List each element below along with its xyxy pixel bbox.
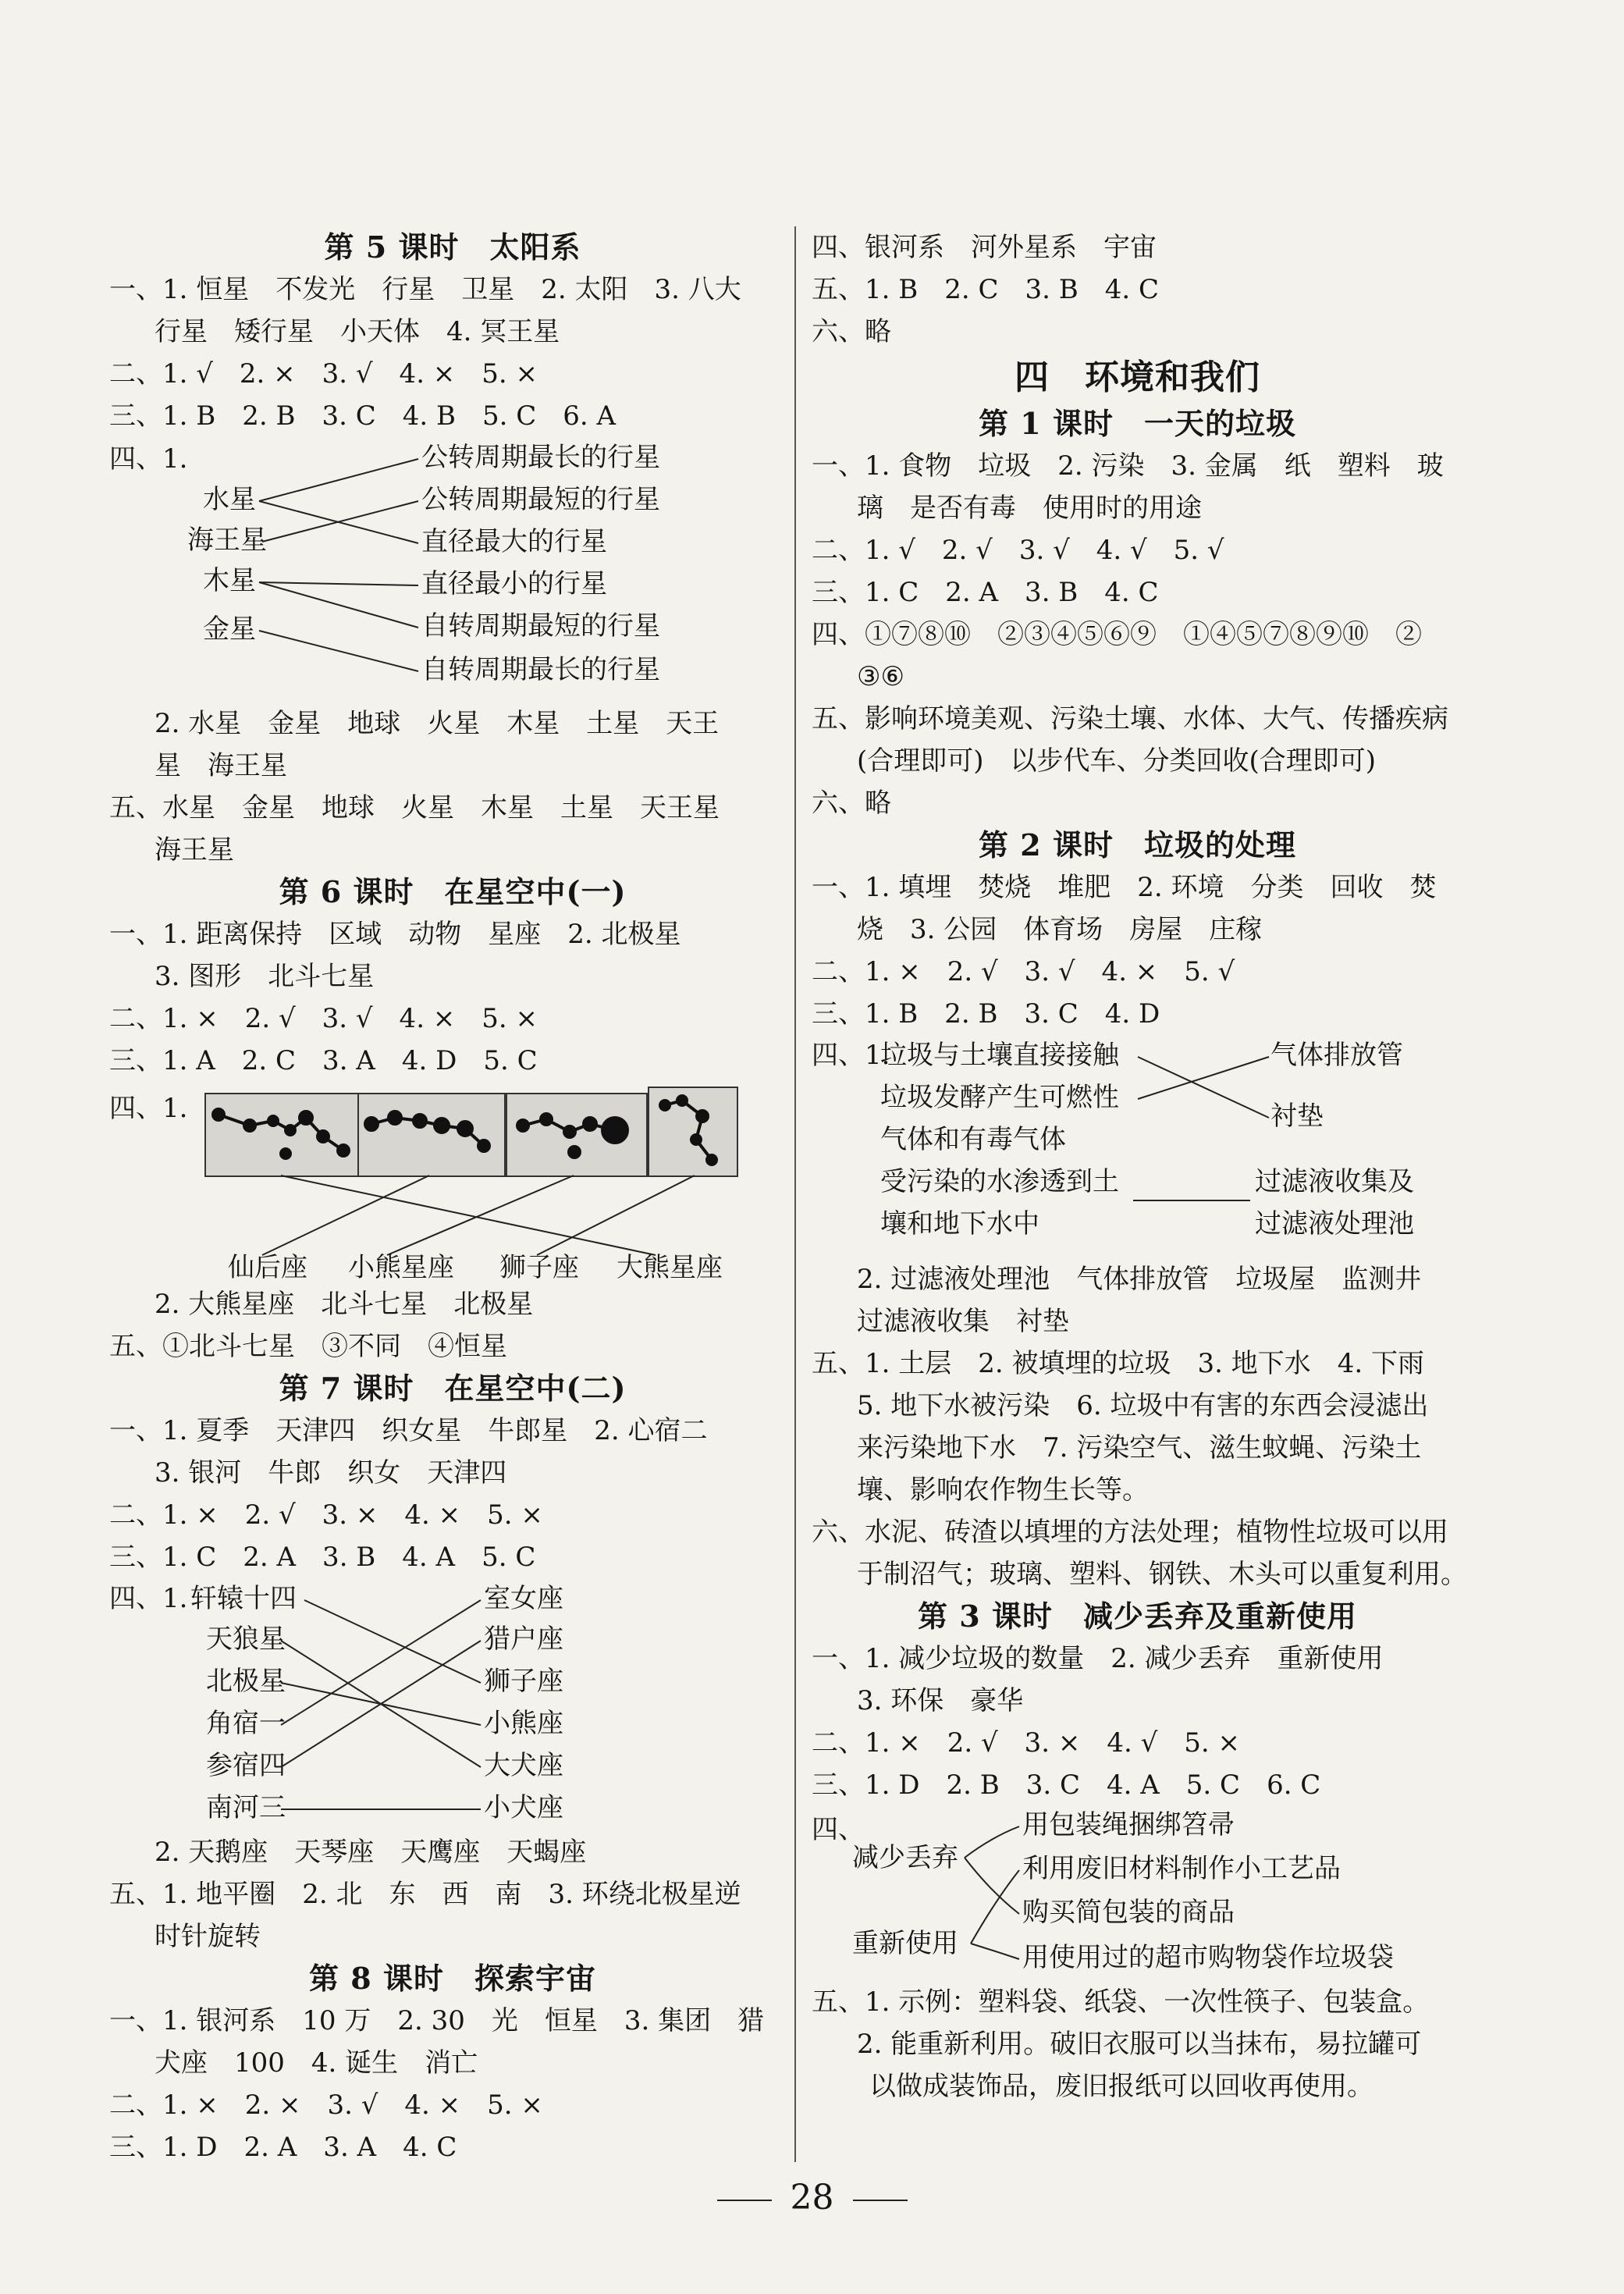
l5-q2: 二、1. √ 2. × 3. √ 4. × 5. × (109, 358, 538, 389)
l5-feature-5: 自转周期最短的行星 (421, 610, 660, 642)
r1-q2: 二、1. √ 2. √ 3. √ 4. √ 5. √ (812, 535, 1224, 566)
l7-star-procyon: 南河三 (206, 1792, 286, 1823)
r3-q4-label: 四、 (812, 1814, 865, 1845)
l8-q1-line2: 犬座 100 4. 诞生 消亡 (155, 2047, 478, 2079)
l7-const-canis-minor: 小犬座 (484, 1792, 563, 1823)
l6-q1-line1: 一、1. 距离保持 区域 动物 星座 2. 北极星 (109, 919, 681, 950)
l7-const-canis-major: 大犬座 (484, 1750, 563, 1781)
l6-q2: 二、1. × 2. √ 3. √ 4. × 5. × (109, 1003, 538, 1034)
r2-q4-2-line1: 2. 过滤液处理池 气体排放管 垃圾屋 监测井 (857, 1264, 1422, 1295)
l5-planet-neptune: 海王星 (187, 525, 267, 556)
r3-q2: 二、1. × 2. √ 3. × 4. √ 5. × (812, 1727, 1241, 1759)
l6-q5: 五、①北斗七星 ③不同 ④恒星 (109, 1331, 507, 1362)
l5-q4-2-line2: 星 海王星 (155, 750, 287, 781)
r2-left-5: 壤和地下水中 (880, 1208, 1039, 1239)
l5-planet-mercury: 水星 (203, 484, 256, 515)
l8-q1-line1: 一、1. 银河系 10 万 2. 30 光 恒星 3. 集团 猎 (109, 2005, 765, 2036)
r2-q5-line4: 壤、影响农作物生长等。 (857, 1474, 1149, 1506)
dash-left (717, 2200, 772, 2201)
r3-left-reuse: 重新使用 (852, 1928, 958, 1959)
r2-left-3: 气体和有毒气体 (880, 1124, 1066, 1155)
r1-q6: 六、略 (812, 788, 891, 819)
l8-q3: 三、1. D 2. A 3. A 4. C (109, 2132, 457, 2163)
l7-matching-lines (109, 1578, 796, 1831)
l7-q1-line1: 一、1. 夏季 天津四 织女星 牛郎星 2. 心宿二 (109, 1415, 708, 1446)
lesson-7-title: 第 7 课时 在星空中(二) (279, 1371, 627, 1406)
l7-q5-line1: 五、1. 地平圈 2. 北 东 西 南 3. 环绕北极星逆 (109, 1879, 741, 1910)
l5-feature-4: 直径最小的行星 (421, 568, 607, 599)
r2-q3: 三、1. B 2. B 3. C 4. D (812, 998, 1160, 1030)
l8-q5: 五、1. B 2. C 3. B 4. C (812, 274, 1159, 305)
r3-q3: 三、1. D 2. B 3. C 4. A 5. C 6. C (812, 1769, 1321, 1801)
l6-q4-2: 2. 大熊星座 北斗七星 北极星 (155, 1289, 534, 1320)
r2-left-1: 垃圾与土壤直接接触 (880, 1040, 1119, 1071)
l7-q2: 二、1. × 2. √ 3. × 4. × 5. × (109, 1499, 543, 1531)
r2-title: 第 2 课时 垃圾的处理 (979, 827, 1296, 862)
r2-q1-line1: 一、1. 填埋 焚烧 堆肥 2. 环境 分类 回收 焚 (812, 872, 1437, 903)
r1-q4-line1: 四、①⑦⑧⑩ ②③④⑤⑥⑨ ①④⑤⑦⑧⑨⑩ ② (812, 619, 1422, 650)
r2-q6-line2: 于制沼气；玻璃、塑料、钢铁、木头可以重复利用。 (857, 1559, 1467, 1590)
l5-q1-line2: 行星 矮行星 小天体 4. 冥王星 (155, 316, 560, 347)
l7-const-leo: 狮子座 (484, 1666, 563, 1697)
lesson-6-title: 第 6 课时 在星空中(一) (279, 874, 627, 909)
l6-q4-constellation-matching (109, 1082, 796, 1283)
unit-title: 四 环境和我们 (1015, 357, 1260, 397)
l7-q1-line2: 3. 银河 牛郎 织女 天津四 (155, 1457, 507, 1488)
l5-planet-jupiter: 木星 (203, 565, 256, 596)
r2-q6-line1: 六、水泥、砖渣以填埋的方法处理；植物性垃圾可以用 (812, 1517, 1448, 1548)
r2-right-2: 衬垫 (1270, 1101, 1324, 1132)
r2-left-2: 垃圾发酵产生可燃性 (880, 1082, 1119, 1113)
l7-q4-star-matching (109, 1578, 796, 1831)
dash-right (853, 2200, 908, 2201)
l5-q4-label: 四、1. (109, 443, 188, 475)
lesson-5-title: 第 5 课时 太阳系 (324, 229, 581, 265)
l7-q4-2: 2. 天鹅座 天琴座 天鹰座 天蝎座 (155, 1837, 587, 1868)
constellation-cassiopeia: 仙后座 (228, 1252, 307, 1283)
r2-q4-label: 四、1. (812, 1040, 890, 1071)
l5-planet-venus: 金星 (203, 614, 256, 645)
l7-const-orion: 猎户座 (484, 1624, 563, 1655)
l8-q4: 四、银河系 河外星系 宇宙 (812, 232, 1157, 263)
r1-q3: 三、1. C 2. A 3. B 4. C (812, 577, 1159, 608)
lesson-8-title: 第 8 课时 探索宇宙 (309, 1961, 596, 1996)
r2-q1-line2: 烧 3. 公园 体育场 房屋 庄稼 (857, 914, 1263, 945)
l6-q3: 三、1. A 2. C 3. A 4. D 5. C (109, 1045, 538, 1076)
l5-feature-3: 直径最大的行星 (421, 526, 607, 557)
r2-q4-2-line2: 过滤液收集 衬垫 (857, 1306, 1069, 1337)
l5-q5-line1: 五、水星 金星 地球 火星 木星 土星 天王星 (109, 792, 720, 823)
r1-q1-line1: 一、1. 食物 垃圾 2. 污染 3. 金属 纸 塑料 玻 (812, 450, 1444, 482)
r3-q5-line1: 五、1. 示例：塑料袋、纸袋、一次性筷子、包装盒。 (812, 1986, 1430, 2018)
l5-matching-lines (109, 437, 796, 702)
l6-q1-line2: 3. 图形 北斗七星 (155, 961, 375, 992)
r3-q4-matching (812, 1806, 1463, 1981)
l7-star-sirius: 天狼星 (206, 1624, 286, 1655)
l7-star-betelgeuse: 参宿四 (206, 1750, 286, 1781)
r3-right-3: 购买简包装的商品 (1022, 1897, 1235, 1928)
l5-feature-1: 公转周期最长的行星 (421, 442, 660, 473)
r1-q1-line2: 璃 是否有毒 使用时的用途 (857, 493, 1202, 524)
r1-q5-line2: (合理即可) 以步代车、分类回收(合理即可) (857, 745, 1377, 777)
l7-q3: 三、1. C 2. A 3. B 4. A 5. C (109, 1542, 536, 1573)
l7-star-regulus: 轩辕十四 (190, 1583, 297, 1614)
r2-right-1: 气体排放管 (1270, 1040, 1403, 1071)
r3-left-reduce: 减少丢弃 (852, 1842, 958, 1873)
r3-q1-line2: 3. 环保 豪华 (857, 1685, 1024, 1716)
l5-q1-line1: 一、1. 恒星 不发光 行星 卫星 2. 太阳 3. 八大 (109, 274, 741, 305)
l8-q2: 二、1. × 2. × 3. √ 4. × 5. × (109, 2089, 543, 2121)
l7-q4-label: 四、1. (109, 1583, 188, 1614)
l5-q4-2-line1: 2. 水星 金星 地球 火星 木星 土星 天王 (155, 708, 720, 739)
constellation-ursa-minor: 小熊星座 (348, 1252, 454, 1283)
r3-right-4: 用使用过的超市购物袋作垃圾袋 (1022, 1942, 1394, 1973)
constellation-leo: 狮子座 (499, 1252, 579, 1283)
l5-q4-matching (109, 437, 796, 702)
r2-right-3: 过滤液收集及 (1255, 1166, 1414, 1197)
r1-q5-line1: 五、影响环境美观、污染土壤、水体、大气、传播疾病 (812, 703, 1448, 734)
r1-q4-line2: ③⑥ (857, 661, 904, 692)
l7-star-polaris: 北极星 (206, 1666, 286, 1697)
page-number-value: 28 (790, 2178, 834, 2218)
l5-q5-line2: 海王星 (155, 834, 234, 866)
right-column (812, 226, 1467, 2107)
r1-title: 第 1 课时 一天的垃圾 (979, 406, 1296, 441)
l5-feature-2: 公转周期最短的行星 (421, 484, 660, 515)
left-column (109, 226, 796, 2168)
r3-right-2: 利用废旧材料制作小工艺品 (1022, 1853, 1341, 1884)
l7-q5-line2: 时针旋转 (155, 1921, 261, 1952)
l7-const-ursa-minor: 小熊座 (484, 1708, 563, 1739)
r2-q5-line2: 5. 地下水被污染 6. 垃圾中有害的东西会浸滤出 (857, 1390, 1429, 1421)
r2-q5-line1: 五、1. 土层 2. 被填埋的垃圾 3. 地下水 4. 下雨 (812, 1348, 1424, 1379)
r2-left-4: 受污染的水渗透到土 (880, 1166, 1119, 1197)
page-number (0, 2178, 1624, 2218)
r2-q5-line3: 来污染地下水 7. 污染空气、滋生蚊蝇、污染土 (857, 1432, 1422, 1464)
r2-q4-landfill-matching (812, 1035, 1463, 1258)
l5-q3: 三、1. B 2. B 3. C 4. B 5. C 6. A (109, 400, 617, 432)
r2-right-4: 过滤液处理池 (1255, 1208, 1414, 1239)
r2-matching-lines (812, 1035, 1463, 1258)
r3-title: 第 3 课时 减少丢弃及重新使用 (918, 1599, 1357, 1634)
constellation-ursa-major: 大熊星座 (617, 1252, 723, 1283)
r3-q1-line1: 一、1. 减少垃圾的数量 2. 减少丢弃 重新使用 (812, 1643, 1384, 1674)
l6-q4-label: 四、1. (109, 1093, 188, 1124)
l7-star-spica: 角宿一 (206, 1708, 286, 1739)
l8-q6: 六、略 (812, 316, 891, 347)
r3-right-1: 用包装绳捆绑笤帚 (1022, 1809, 1235, 1841)
l7-const-virgo: 室女座 (484, 1583, 563, 1614)
r3-matching-lines (812, 1806, 1463, 1981)
r3-q5-line3: 以做成装饰品，废旧报纸可以回收再使用。 (869, 2071, 1373, 2102)
r2-q2: 二、1. × 2. √ 3. √ 4. × 5. √ (812, 956, 1235, 987)
l5-feature-6: 自转周期最长的行星 (421, 654, 660, 685)
r3-q5-line2: 2. 能重新利用。破旧衣服可以当抹布，易拉罐可 (857, 2029, 1422, 2060)
